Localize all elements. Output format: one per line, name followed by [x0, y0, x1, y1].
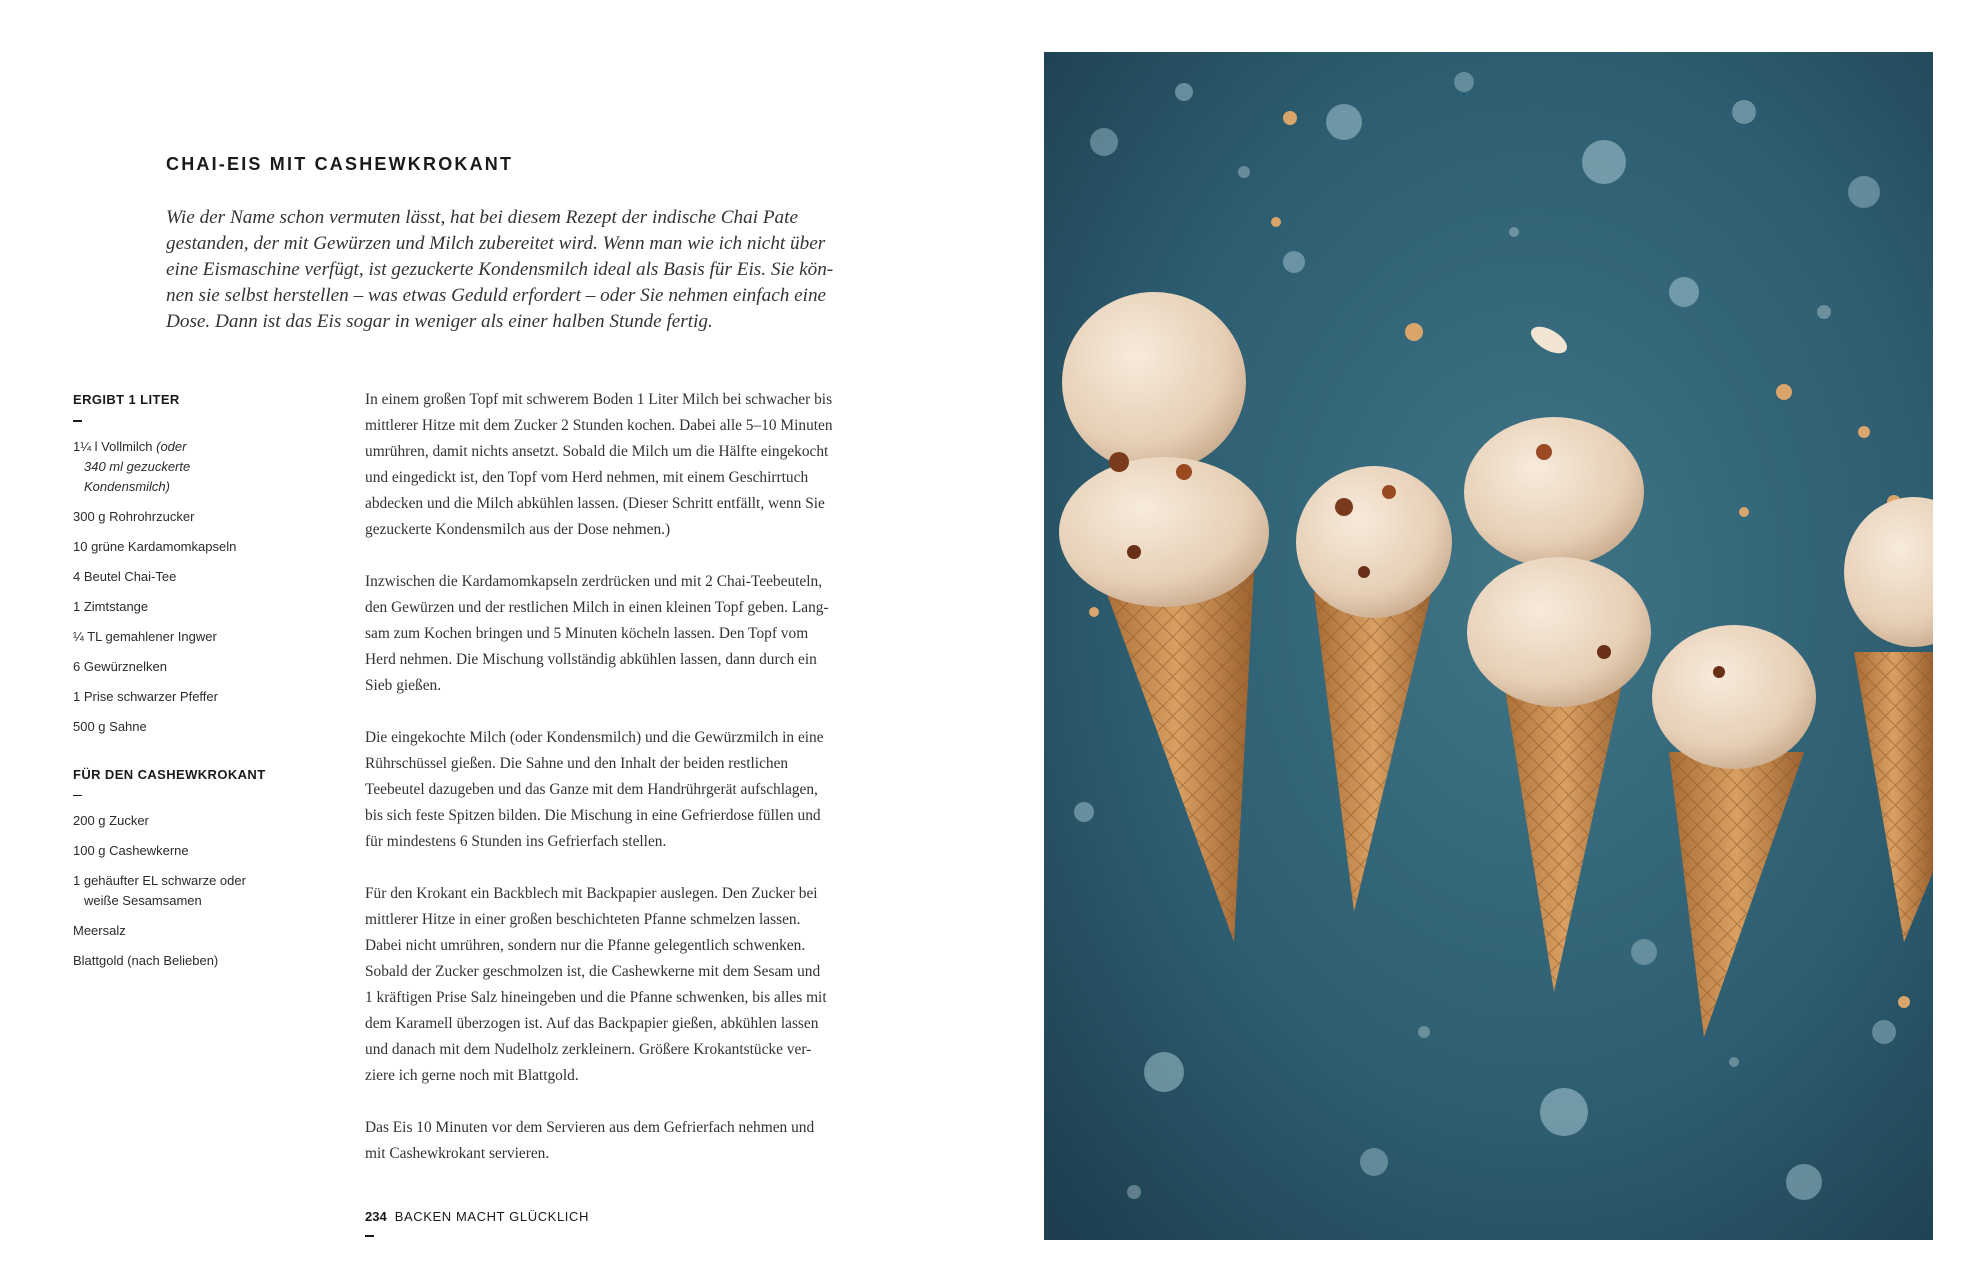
ingredient-item: 200 g Zucker: [73, 813, 149, 828]
method-paragraph: [365, 387, 905, 543]
ingredient-item: Blattgold (nach Belieben): [73, 953, 219, 968]
method-line: dem Karamell überzogen ist. Auf das Backpapier gießen, abkühlen lassen: [365, 1015, 819, 1032]
ingredient-item: Meersalz: [73, 923, 126, 938]
recipe-intro: [166, 205, 896, 335]
ingredient-item: 300 g Rohrohrzucker: [73, 508, 195, 524]
page-footer: [365, 1209, 589, 1224]
ingredient-item: ¼ TL gemahlener Ingwer: [73, 628, 217, 644]
method-line: mittlerer Hitze in einer großen beschichteten Pfanne schmelzen lassen.: [365, 911, 801, 928]
ingredient-item: [73, 871, 303, 911]
intro-line: Dose. Dann ist das Eis sogar in weniger als einer halben Stunde fertig.: [166, 311, 713, 332]
method-line: Die eingekochte Milch (oder Kondensmilch) und die Gewürzmilch in eine: [365, 729, 824, 746]
photo-illustration: [1044, 52, 1933, 1240]
ingredient-item: [73, 437, 303, 497]
intro-line: nen sie selbst herstellen – was etwas Geduld erfordert – oder Sie nehmen einfach eine: [166, 285, 827, 306]
method-line: In einem großen Topf mit schwerem Boden 1 Liter Milch bei schwacher bis: [365, 391, 833, 408]
method-line: ziere ich gerne noch mit Blattgold.: [365, 1067, 579, 1084]
intro-line: eine Eismaschine verfügt, ist gezuckerte Kondensmilch ideal als Basis für Eis. Sie kön-: [166, 259, 834, 280]
method-line: 1 kräftigen Prise Salz hineingeben und die Pfanne schwenken, bis alles mit: [365, 989, 827, 1006]
footer-dash: [365, 1235, 374, 1237]
method-paragraph: [365, 881, 905, 1089]
method-line: Das Eis 10 Minuten vor dem Servieren aus dem Gefrierfach nehmen und: [365, 1119, 815, 1136]
ingredient-note: Kondensmilch): [84, 478, 170, 494]
ingredient-item: 6 Gewürznelken: [73, 658, 167, 674]
krokant-heading: FÜR DEN CASHEWKROKANT: [73, 766, 266, 782]
ingredient-item: 100 g Cashewkerne: [73, 843, 189, 858]
method-line: sam zum Kochen bringen und 5 Minuten köcheln lassen. Den Topf vom: [365, 625, 809, 642]
method-line: mittlerer Hitze mit dem Zucker 2 Stunden kochen. Dabei alle 5–10 Minuten: [365, 417, 833, 434]
method-line: Herd nehmen. Die Mischung vollständig abkühlen lassen, dann durch ein: [365, 651, 817, 668]
method-line: Dabei nicht umrühren, sondern nur die Pfanne gelegentlich schwenken.: [365, 937, 806, 954]
ingredient-text: 1¼ l Vollmilch: [73, 438, 153, 454]
ingredient-item: 1 Prise schwarzer Pfeffer: [73, 688, 218, 704]
ingredient-item: 500 g Sahne: [73, 718, 147, 734]
method-paragraph: [365, 569, 905, 699]
method-paragraph: [365, 1115, 905, 1167]
method-line: umrühren, damit nichts ansetzt. Sobald die Milch um die Hälfte eingekocht: [365, 443, 829, 460]
ingredient-text: weiße Sesamsamen: [84, 893, 202, 908]
ingredient-note: 340 ml gezuckerte: [84, 458, 191, 474]
method-line: Sobald der Zucker geschmolzen ist, die Cashewkerne mit dem Sesam und: [365, 963, 821, 980]
ingredients-sidebar: [73, 392, 303, 981]
ingredient-item: 1 Zimtstange: [73, 598, 149, 614]
method-line: den Gewürzen und der restlichen Milch in einen kleinen Topf geben. Lang-: [365, 599, 829, 616]
method-line: abdecken und die Milch abkühlen lassen. (Dieser Schritt entfällt, wenn Sie: [365, 495, 825, 512]
method-line: gezuckerte Kondensmilch aus der Dose nehmen.): [365, 521, 671, 538]
book-title: BACKEN MACHT GLÜCKLICH: [394, 1209, 589, 1224]
heading-dash: [73, 420, 82, 422]
method-line: Inzwischen die Kardamomkapseln zerdrücken und mit 2 Chai-Teebeuteln,: [365, 573, 823, 590]
method-line: für mindestens 6 Stunden ins Gefrierfach stellen.: [365, 833, 667, 850]
page-number: 234: [365, 1209, 387, 1224]
method-line: Für den Krokant ein Backblech mit Backpapier auslegen. Den Zucker bei: [365, 885, 818, 902]
method-line: mit Cashewkrokant servieren.: [365, 1145, 550, 1162]
recipe-title: CHAI-EIS MIT CASHEWKROKANT: [166, 154, 514, 174]
yield-heading: ERGIBT 1 LITER: [73, 392, 180, 407]
ingredient-item: 10 grüne Kardamomkapseln: [73, 538, 237, 554]
method-line: Rührschüssel gießen. Die Sahne und den Inhalt der beiden restlichen: [365, 755, 789, 772]
ingredient-text: 1 gehäufter EL schwarze oder: [73, 873, 246, 888]
method-line: und danach mit dem Nudelholz zerkleinern. Größere Krokantstücke ver-: [365, 1041, 812, 1058]
intro-line: Wie der Name schon vermuten lässt, hat bei diesem Rezept der indische Chai Pate: [166, 207, 798, 228]
ingredient-item: 4 Beutel Chai-Tee: [73, 568, 177, 584]
method-line: und eingedickt ist, den Topf vom Herd nehmen, mit einem Geschirrtuch: [365, 469, 809, 486]
method-line: Sieb gießen.: [365, 677, 442, 694]
method-paragraph: [365, 725, 905, 855]
method-text: [365, 387, 905, 1193]
method-line: Teebeutel dazugeben und das Ganze mit dem Handrührgerät aufschlagen,: [365, 781, 818, 798]
intro-line: gestanden, der mit Gewürzen und Milch zubereitet wird. Wenn man wie ich nicht über: [166, 233, 826, 254]
heading-dash: [73, 795, 82, 797]
method-line: bis sich feste Spitzen bilden. Die Mischung in eine Gefrierdose füllen und: [365, 807, 821, 824]
ice-cream-photo: [1044, 52, 1933, 1240]
ingredient-note: (oder: [156, 438, 187, 454]
